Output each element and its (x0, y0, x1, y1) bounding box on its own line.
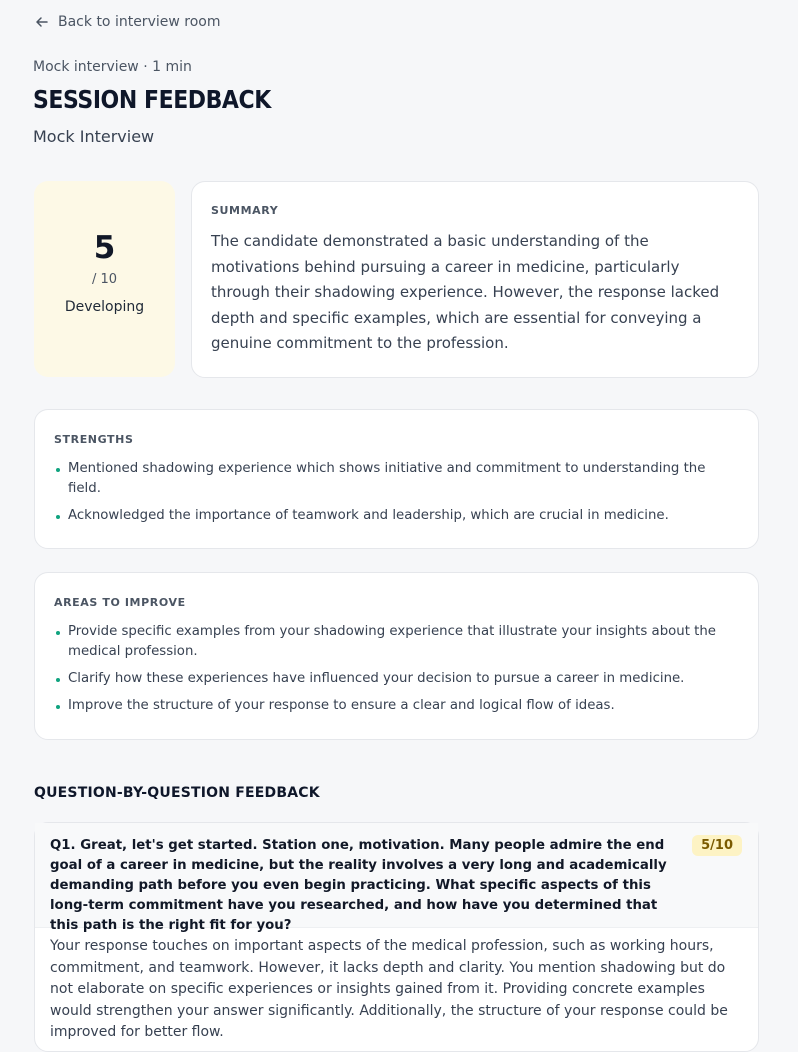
overall-score-card (34, 181, 175, 377)
back-to-interview-link[interactable] (34, 14, 220, 30)
improve-label: AREAS TO IMPROVE (54, 596, 186, 609)
list-item: Clarify how these experiences have influenced your decision to pursue a career in medicine. (54, 669, 740, 689)
summary-label: SUMMARY (211, 204, 279, 217)
question-feedback-text: Your response touches on important aspects of the medical profession, such as working hours, commitment, and teamwork. However, it lacks depth and clarity. You mention shadowing but do not elaborate on specific experiences or insights gained from it. Providing concrete examples would strengthen your answer significantly. Additionally, the structure of your response could be improved for better flow. (50, 938, 728, 1040)
areas-to-improve-card (34, 572, 759, 740)
summary-text: The candidate demonstrated a basic understanding of the motivations behind pursuing a career in medicine, particularly through their shadowing experience. However, the response lacked depth and specific examples, which are essential for conveying a genuine commitment to the profession. (211, 232, 720, 352)
score-out-of: / 10 (91, 272, 118, 287)
arrow-left-icon (34, 14, 50, 30)
improve-list (54, 622, 740, 723)
question-header (35, 823, 758, 933)
question-feedback-heading: QUESTION-BY-QUESTION FEEDBACK (34, 785, 320, 801)
page-title: SESSION FEEDBACK (33, 85, 271, 114)
strengths-label: STRENGTHS (54, 433, 134, 446)
list-item: Acknowledged the importance of teamwork and leadership, which are crucial in medicine. (54, 506, 740, 526)
question-feedback-card (34, 822, 759, 1052)
list-item: Mentioned shadowing experience which shows initiative and commitment to understanding the field. (54, 459, 740, 499)
session-meta: Mock interview · 1 min (33, 59, 192, 75)
list-item: Provide specific examples from your shadowing experience that illustrate your insights about the medical profession. (54, 622, 740, 662)
list-item: Improve the structure of your response to ensure a clear and logical flow of ideas. (54, 696, 740, 716)
back-link-label: Back to interview room (58, 14, 221, 30)
summary-card (191, 181, 759, 378)
strengths-card (34, 409, 759, 549)
score-band: Developing (64, 299, 145, 315)
strengths-list (54, 459, 740, 533)
score-value: 5 (93, 230, 116, 266)
question-text: Q1. Great, let's get started. Station one, motivation. Many people admire the end goal of a career in medicine, but the reality involves a very long and academically demanding path before you even begin practicing. What specific aspects of this long-term commitment have you researched, and how have you determined that this path is the right fit for you? (50, 838, 667, 933)
page-subtitle: Mock Interview (33, 127, 155, 146)
question-score-badge: 5/10 (692, 835, 742, 856)
